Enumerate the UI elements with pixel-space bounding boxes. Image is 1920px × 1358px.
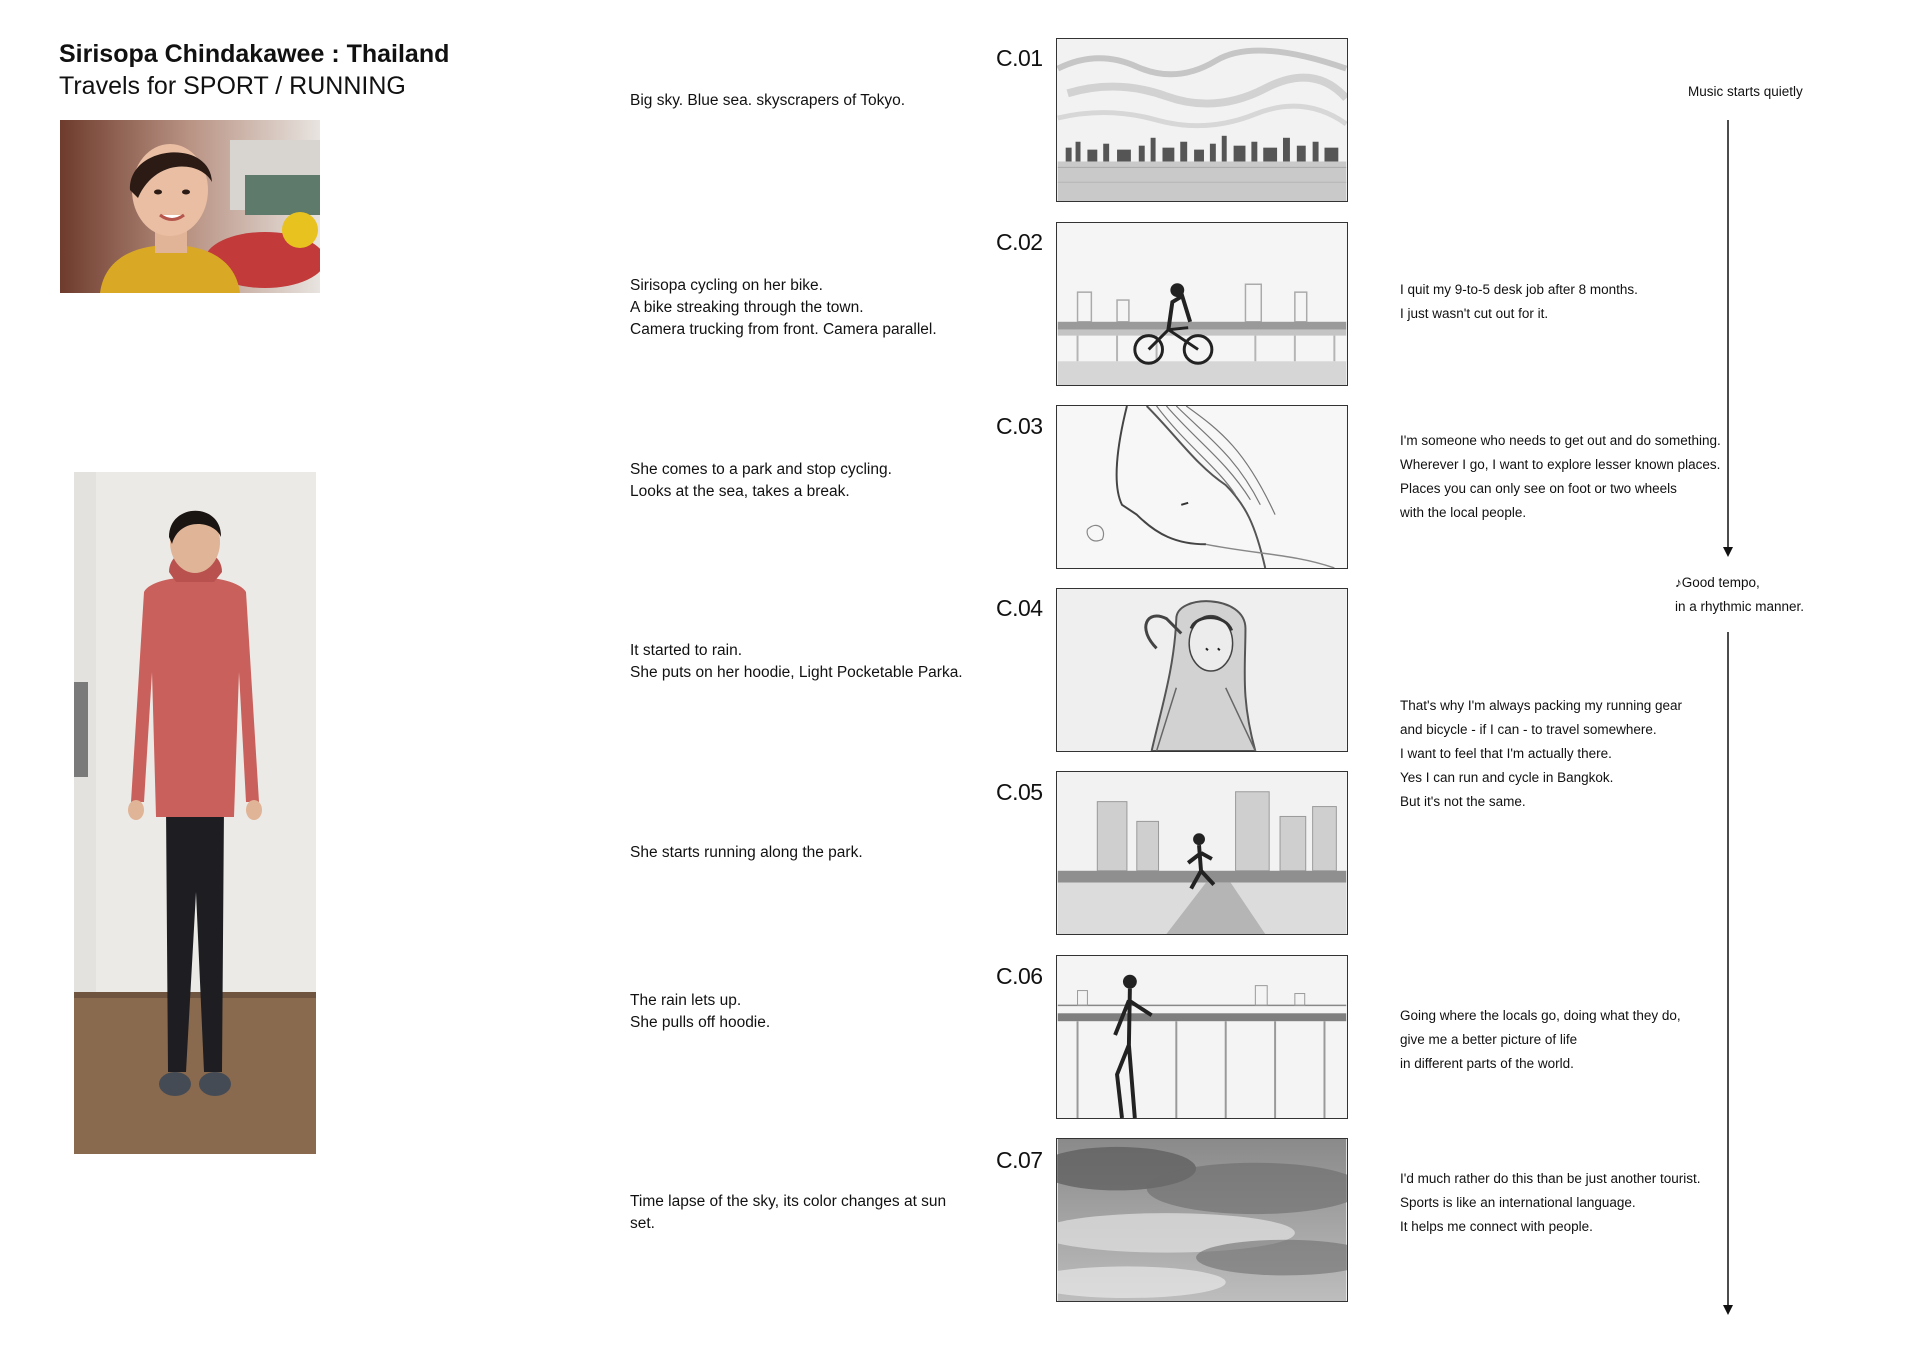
cut-01-description: Big sky. Blue sea. skyscrapers of Tokyo.	[630, 92, 906, 109]
cut-06-frame	[1056, 955, 1348, 1119]
music-arrow-1	[1723, 120, 1733, 557]
narration-4: Going where the locals go, doing what they do, give me a better picture of life in different parts of the world.	[1400, 1008, 1681, 1071]
cut-04-label: C.04	[996, 595, 1043, 621]
page-title: Sirisopa Chindakawee : Thailand	[59, 40, 450, 68]
cut-03-frame	[1056, 405, 1348, 569]
narration-5: I'd much rather do this than be just another tourist. Sports is like an international language. It helps me connect with people.	[1400, 1171, 1701, 1234]
cut-04-frame	[1056, 588, 1348, 752]
portrait-photo	[60, 120, 320, 293]
music-tempo-note: ♪Good tempo, in a rhythmic manner.	[1675, 575, 1805, 614]
cut-07-frame	[1056, 1138, 1348, 1302]
cut-05-description: She starts running along the park.	[630, 844, 863, 861]
cut-01-label: C.01	[996, 45, 1043, 71]
music-arrow-2	[1723, 632, 1733, 1315]
cut-04-description: It started to rain. She puts on her hoodie, Light Pocketable Parka.	[630, 642, 963, 681]
cut-07-label: C.07	[996, 1147, 1043, 1173]
cut-02-frame	[1056, 222, 1348, 386]
cut-03-label: C.03	[996, 413, 1043, 439]
cut-06-description: The rain lets up. She pulls off hoodie.	[630, 992, 771, 1031]
cut-03-description: She comes to a park and stop cycling. Looks at the sea, takes a break.	[630, 461, 892, 500]
cut-01-frame	[1056, 38, 1348, 202]
cut-02-label: C.02	[996, 229, 1043, 255]
cut-07-description: Time lapse of the sky, its color changes at sun set.	[630, 1193, 947, 1232]
cut-06-label: C.06	[996, 963, 1043, 989]
page-subtitle: Travels for SPORT / RUNNING	[59, 72, 406, 100]
music-start-note: Music starts quietly	[1688, 84, 1803, 99]
cut-05-frame	[1056, 771, 1348, 935]
narration-3: That's why I'm always packing my running gear and bicycle - if I can - to travel somewhere. I want to feel that I'm actually there. Yes I can run and cycle in Bangkok. But it's not the same.	[1400, 698, 1683, 809]
cut-02-description: Sirisopa cycling on her bike. A bike streaking through the town. Camera trucking from front. Camera parallel.	[630, 277, 937, 338]
cut-05-label: C.05	[996, 779, 1043, 805]
narration-1: I quit my 9-to-5 desk job after 8 months. I just wasn't cut out for it.	[1400, 282, 1638, 321]
fullbody-photo	[74, 472, 316, 1154]
narration-2: I'm someone who needs to get out and do something. Wherever I go, I want to explore lesser known places. Places you can only see on foot or two wheels with the local people.	[1400, 433, 1721, 520]
